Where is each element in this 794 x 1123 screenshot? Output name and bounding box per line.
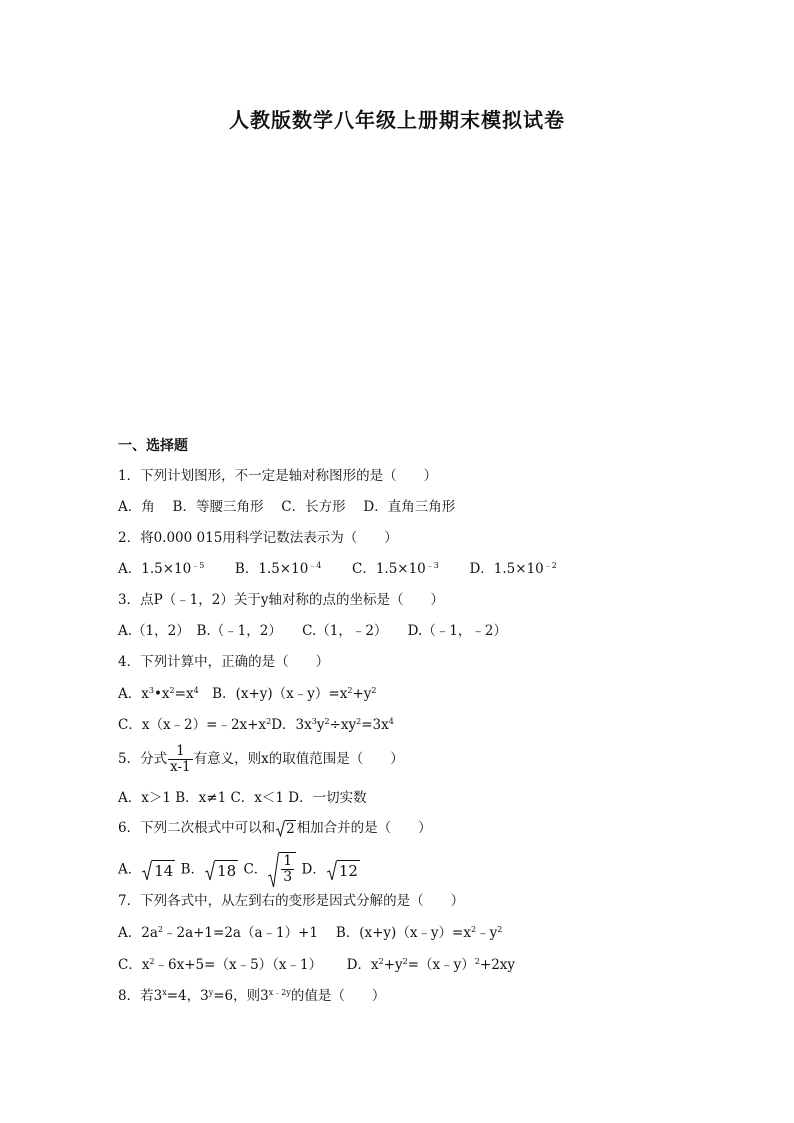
question-4-options-ab: [118, 684, 376, 704]
radicand: 14: [154, 861, 174, 880]
stem-part: =6，则3: [213, 988, 269, 1004]
option-d-part: D．3x: [271, 717, 312, 733]
fraction-denominator: x-1: [170, 759, 191, 775]
option-c-part: ﹣6x+5=（x﹣5）（x﹣1）: [154, 957, 347, 973]
exponent: 2: [324, 717, 330, 726]
option-d: D．1.5×10: [469, 561, 544, 577]
question-6-options: [118, 852, 361, 888]
exponent: 2: [470, 925, 477, 934]
stem-part: 8．若3: [118, 988, 163, 1004]
exponent: x﹣2y: [268, 988, 291, 997]
exponent: 3: [311, 717, 317, 726]
question-6-stem: [118, 818, 432, 838]
stem-part: =4，3: [166, 988, 209, 1004]
stem-prefix: 5．分式: [118, 751, 168, 767]
stem-part: 的值是（ ）: [290, 988, 386, 1004]
exam-title: 人教版数学八年级上册期末模拟试卷: [229, 108, 565, 132]
section-heading-choice: 一、选择题: [118, 438, 188, 454]
question-3-options: A.（1，2） B.（﹣1，2） C.（1，﹣2） D.（﹣1，﹣2）: [118, 623, 507, 639]
exponent: 4: [193, 686, 199, 695]
question-4-stem: 4．下列计算中，正确的是（ ）: [118, 654, 330, 670]
question-1-options: A．角 B．等腰三角形 C．长方形 D．直角三角形: [118, 499, 456, 515]
sqrt-symbol: [268, 852, 296, 888]
exponent: 2: [169, 686, 175, 695]
question-2-stem: 2．将0.000 015用科学记数法表示为（ ）: [118, 530, 398, 546]
exponent: x: [162, 988, 167, 997]
sqrt-symbol: [205, 860, 238, 881]
stem-prefix: 6．下列二次根式中可以和: [118, 820, 276, 836]
question-3-stem: 3．点P（﹣1，2）关于y轴对称的点的坐标是（ ）: [118, 592, 444, 608]
exponent: 2: [356, 717, 362, 726]
question-8-stem: [118, 986, 385, 1006]
option-b-exponent: ﹣4: [308, 561, 322, 570]
exponent: 2: [474, 957, 480, 966]
exponent: 2: [402, 957, 408, 966]
question-7-options-cd: [118, 955, 515, 975]
fraction-denominator: 3: [283, 869, 293, 885]
radicand: 2: [286, 821, 295, 837]
option-a: A．1.5×10: [118, 561, 192, 577]
sqrt-symbol: [276, 820, 296, 837]
exponent: y: [208, 988, 214, 997]
exponent: 2: [347, 686, 353, 695]
option-d-part: +2xy: [479, 957, 516, 973]
exponent: 2: [157, 925, 163, 934]
option-d-part: D．x: [346, 957, 379, 973]
option-b-part: ﹣y: [476, 925, 498, 941]
fraction-numerator: 1: [176, 743, 185, 759]
stem-suffix: 有意义，则x的取值范围是（ ）: [193, 751, 404, 767]
sqrt-symbol: [142, 860, 175, 881]
option-a-exponent: ﹣5: [191, 561, 205, 570]
fraction: [168, 744, 193, 775]
exponent: 2: [266, 717, 272, 726]
option-a-part: A．2a: [118, 925, 158, 941]
option-d-part: y: [316, 717, 325, 733]
option-b: B．1.5×10: [234, 561, 309, 577]
exponent: 2: [371, 686, 377, 695]
option-c-exponent: ﹣3: [425, 561, 439, 570]
option-c: C．1.5×10: [351, 561, 426, 577]
question-5-options: A．x＞1 B．x≠1 C．x＜1 D．一切实数: [118, 790, 367, 806]
option-b-part: B．(x+y)（x﹣y）=x: [198, 686, 348, 702]
option-d-part: +y: [383, 957, 403, 973]
exponent: 2: [497, 925, 503, 934]
question-5-stem: [118, 744, 404, 775]
option-b-part: +y: [352, 686, 372, 702]
option-c-part: C．x: [118, 957, 150, 973]
option-b-part: B．(x+y)（x﹣y）=x: [335, 925, 471, 941]
exponent: 2: [149, 957, 155, 966]
option-a-part: •x: [153, 686, 170, 702]
radicand: 12: [338, 861, 358, 880]
question-2-options: [118, 559, 557, 579]
exponent: 3: [148, 686, 154, 695]
option-d-label: D．: [297, 861, 326, 878]
question-1-stem: 1．下列计划图形，不一定是轴对称图形的是（ ）: [118, 468, 438, 484]
exponent: 4: [388, 717, 394, 726]
question-7-options-ab: [118, 923, 502, 943]
option-a-part: ﹣2a+1=2a（a﹣1）+1: [162, 925, 336, 941]
option-a-label: A．: [118, 861, 142, 878]
exponent: 2: [378, 957, 384, 966]
fraction-numerator: 1: [283, 853, 293, 869]
option-d-part: =3x: [361, 717, 389, 733]
option-c-part: C．x（x﹣2）=﹣2x+x: [118, 717, 267, 733]
stem-suffix: 相加合并的是（ ）: [296, 820, 432, 836]
option-c-label: C．: [239, 861, 268, 878]
option-a-part: =x: [174, 686, 194, 702]
question-7-stem: 7．下列各式中，从左到右的变形是因式分解的是（ ）: [118, 893, 465, 909]
sqrt-symbol: [327, 860, 360, 881]
option-b-label: B．: [176, 861, 205, 878]
option-a-part: A．x: [118, 686, 149, 702]
option-d-part: ÷xy: [329, 717, 357, 733]
option-d-exponent: ﹣2: [543, 561, 557, 570]
option-d-part: =（x﹣y）: [407, 957, 475, 973]
radicand: 18: [217, 861, 237, 880]
question-4-options-cd: [118, 715, 394, 735]
